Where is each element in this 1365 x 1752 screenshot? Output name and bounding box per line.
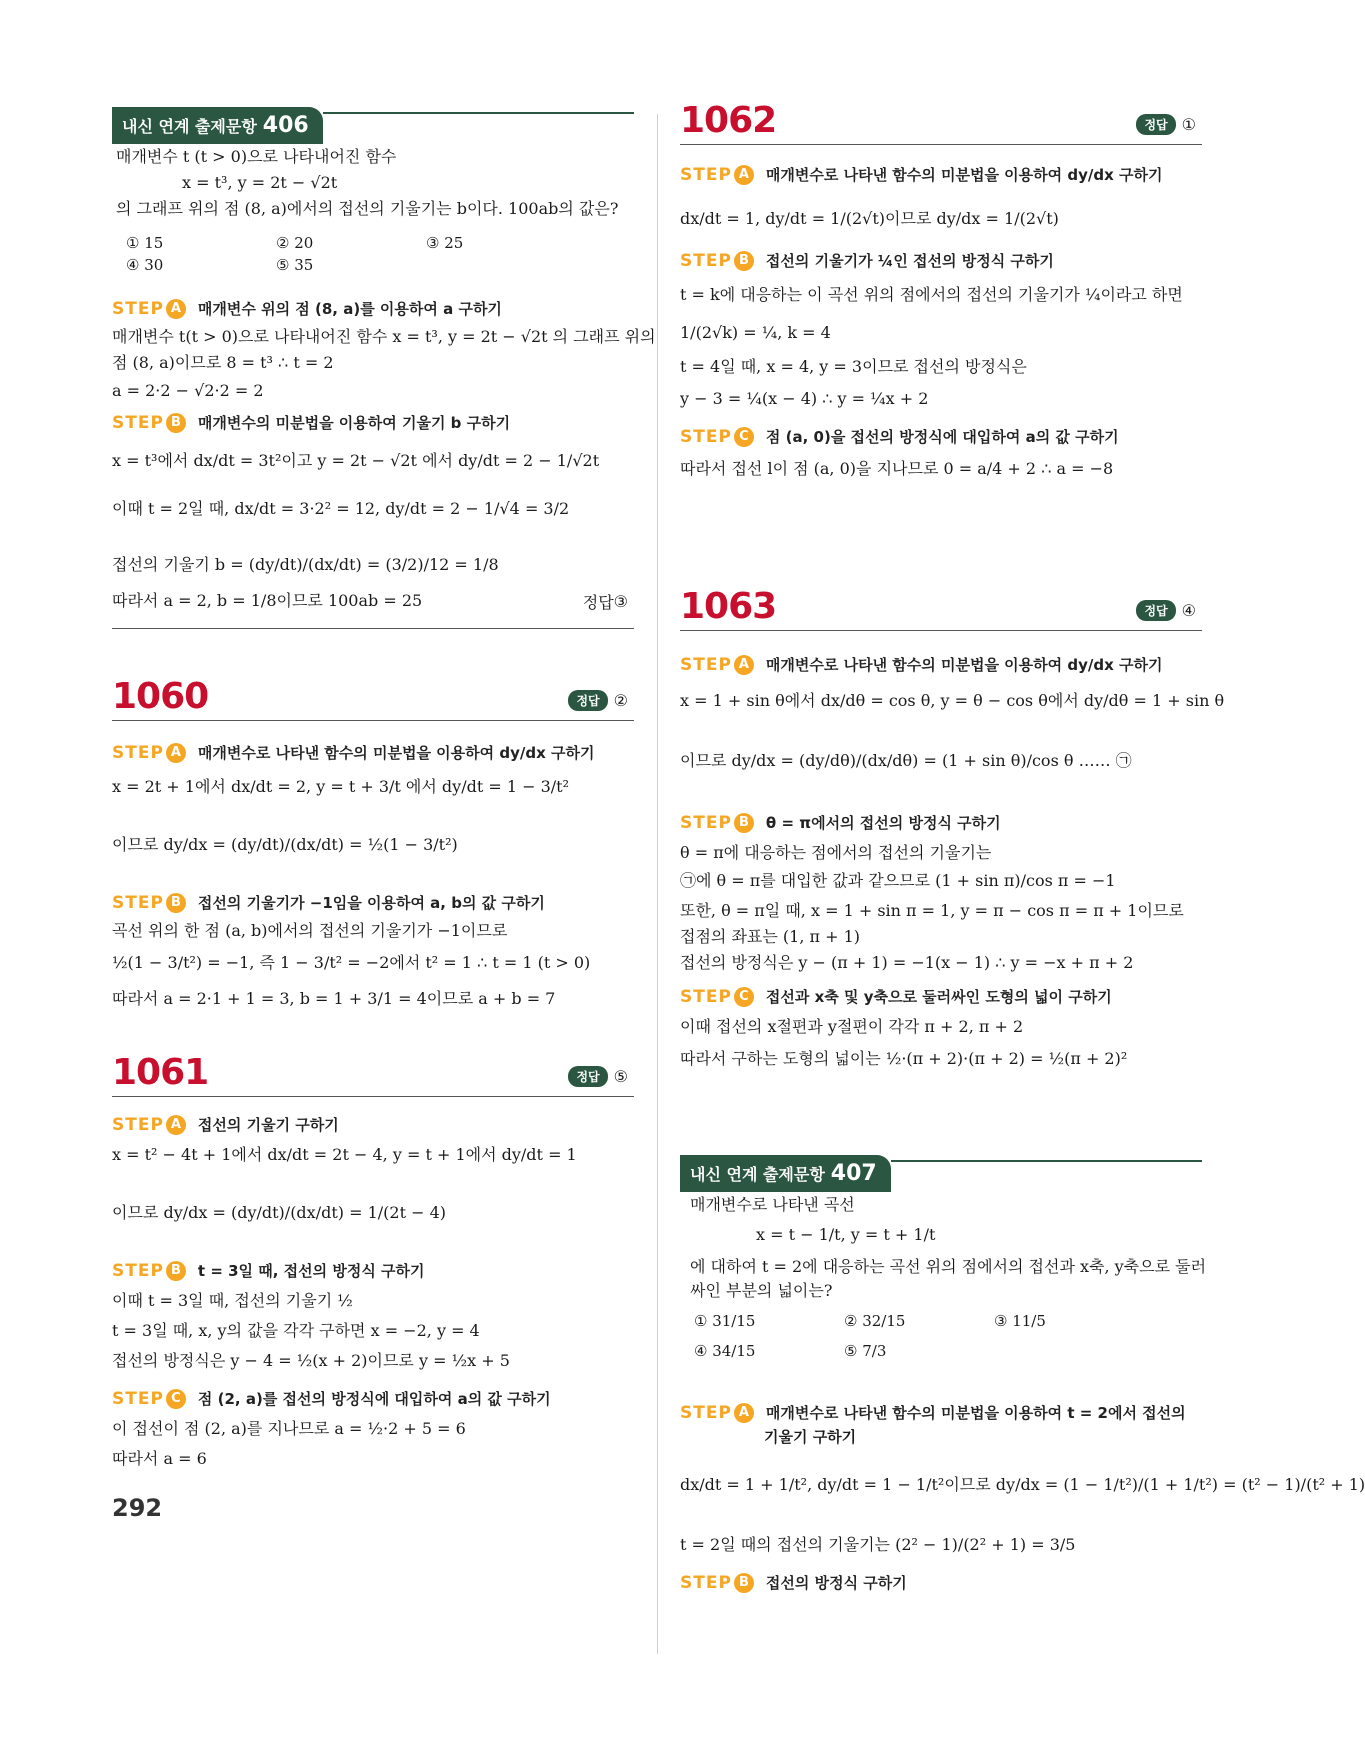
solution-line: 곡선 위의 한 점 (a, b)에서의 접선의 기울기가 −1이므로 <box>112 921 508 940</box>
solution-line: 따라서 a = 2, b = 1/8이므로 100ab = 25 <box>112 591 423 610</box>
solution-line: 이때 t = 3일 때, 접선의 기울기 ½ <box>112 1291 353 1310</box>
step-badge: A <box>734 655 754 675</box>
step-c-heading <box>680 426 1119 447</box>
solution-line: y − 3 = ¼(x − 4) ∴ y = ¼x + 2 <box>680 389 929 408</box>
step-b-heading <box>112 892 545 913</box>
step-badge: B <box>734 813 754 833</box>
solution-line: t = 4일 때, x = 4, y = 3이므로 접선의 방정식은 <box>680 357 1027 376</box>
solution-line: 따라서 구하는 도형의 넓이는 ½·(π + 2)·(π + 2) = ½(π + 2)² <box>680 1049 1128 1068</box>
step-badge: A <box>734 165 754 185</box>
problem-line: 에 대하여 t = 2에 대응하는 곡선 위의 점에서의 접선과 x축, y축으로 둘러 <box>690 1257 1207 1276</box>
solution-line: a = 2·2 − √2·2 = 2 <box>112 381 264 400</box>
step-word: STEP <box>112 1388 164 1409</box>
solution-line: 점 (8, a)이므로 8 = t³ ∴ t = 2 <box>112 353 334 372</box>
choice-2[interactable]: ② 20 <box>276 234 314 252</box>
problem-title-row <box>680 100 1202 150</box>
step-c-heading <box>680 986 1112 1007</box>
step-badge: B <box>166 893 186 913</box>
problem-title-row <box>112 676 634 726</box>
step-word: STEP <box>680 426 732 447</box>
step-word: STEP <box>680 250 732 271</box>
problem-number: 1063 <box>680 586 777 627</box>
step-a-heading <box>112 298 502 319</box>
step-word: STEP <box>112 298 164 319</box>
problem-title-row <box>112 1052 634 1102</box>
problem-line: 매개변수 t (t > 0)으로 나타내어진 함수 <box>116 147 397 166</box>
solution-line: ㉠에 θ = π를 대입한 값과 같으므로 (1 + sin π)/cos π = −1 <box>680 871 1116 890</box>
solution-line: x = t³에서 dx/dt = 3t²이고 y = 2t − √2t 에서 dy/dt = 2 − 1/√2t <box>112 451 600 470</box>
step-badge: C <box>166 1389 186 1409</box>
answer-symbol: ③ <box>613 592 628 611</box>
step-title: θ = π에서의 접선의 방정식 구하기 <box>765 814 1001 832</box>
step-title: 접선의 방정식 구하기 <box>765 1574 907 1592</box>
solution-line: 따라서 a = 2·1 + 1 = 3, b = 1 + 3/1 = 4이므로 a + b = 7 <box>112 989 556 1008</box>
choice-5[interactable]: ⑤ 35 <box>276 256 314 274</box>
step-b-heading <box>680 250 1054 271</box>
page-number: 292 <box>112 1494 163 1522</box>
solution-line: 이때 접선의 x절편과 y절편이 각각 π + 2, π + 2 <box>680 1017 1024 1036</box>
step-badge: B <box>734 251 754 271</box>
step-word: STEP <box>112 1260 164 1281</box>
step-a-heading <box>680 164 1162 185</box>
solution-line: t = 2일 때의 접선의 기울기는 (2² − 1)/(2² + 1) = 3/5 <box>680 1535 1076 1554</box>
solution-line: x = 1 + sin θ에서 dx/dθ = cos θ, y = θ − cos θ에서 dy/dθ = 1 + sin θ <box>680 691 1225 710</box>
solution-line: t = k에 대응하는 이 곡선 위의 점에서의 접선의 기울기가 ¼이라고 하면 <box>680 285 1183 304</box>
solution-line: 이 접선이 점 (2, a)를 지나므로 a = ½·2 + 5 = 6 <box>112 1419 466 1438</box>
title-rule <box>680 630 1202 631</box>
title-rule <box>680 144 1202 145</box>
step-a-heading <box>680 654 1162 675</box>
problem-number: 1060 <box>112 676 209 717</box>
step-badge: A <box>166 299 186 319</box>
title-rule <box>112 1096 634 1097</box>
solution-line: 접점의 좌표는 (1, π + 1) <box>680 927 861 946</box>
step-word: STEP <box>112 742 164 763</box>
problem-line: 싸인 부분의 넓이는? <box>690 1281 833 1300</box>
step-title-continued: 기울기 구하기 <box>764 1428 857 1446</box>
solution-line: dx/dt = 1 + 1/t², dy/dt = 1 − 1/t²이므로 dy/dx = (1 − 1/t²)/(1 + 1/t²) = (t² − 1)/(t² + 1) <box>680 1475 1365 1494</box>
choice-5[interactable]: ⑤ 7/3 <box>844 1342 887 1360</box>
step-title: 접선의 기울기 구하기 <box>197 1116 339 1134</box>
step-badge: C <box>734 427 754 447</box>
solution-line: 이때 t = 2일 때, dx/dt = 3·2² = 12, dy/dt = 2 − 1/√4 = 3/2 <box>112 499 570 518</box>
problem-equation: x = t − 1/t, y = t + 1/t <box>756 1225 936 1244</box>
answer-marker <box>583 590 628 613</box>
choices <box>694 1312 1144 1360</box>
choice-4[interactable]: ④ 30 <box>126 256 164 274</box>
step-b-heading <box>112 1260 425 1281</box>
choice-2[interactable]: ② 32/15 <box>844 1312 906 1330</box>
solution-line: 이므로 dy/dx = (dy/dt)/(dx/dt) = 1/(2t − 4) <box>112 1203 447 1222</box>
problem-number: 1062 <box>680 100 777 141</box>
problem-line: 의 그래프 위의 점 (8, a)에서의 접선의 기울기는 b이다. 100ab의 값은? <box>116 199 619 218</box>
answer-label: 정답 <box>1136 600 1175 621</box>
naesin-label: 내신 연계 출제문항 <box>690 1164 825 1184</box>
step-badge: A <box>166 743 186 763</box>
naesin-407-header <box>680 1156 1202 1190</box>
answer-marker <box>568 1066 628 1087</box>
choice-4[interactable]: ④ 34/15 <box>694 1342 756 1360</box>
step-a-heading <box>680 1402 1186 1423</box>
step-word: STEP <box>680 164 732 185</box>
solution-line: 접선의 방정식은 y − 4 = ½(x + 2)이므로 y = ½x + 5 <box>112 1351 510 1370</box>
answer-symbol: ④ <box>1181 601 1196 620</box>
step-badge: B <box>166 1261 186 1281</box>
step-badge: B <box>734 1573 754 1593</box>
solution-line: t = 3일 때, x, y의 값을 각각 구하면 x = −2, y = 4 <box>112 1321 480 1340</box>
step-title: 점 (2, a)를 접선의 방정식에 대입하여 a의 값 구하기 <box>197 1390 551 1408</box>
step-title: 접선의 기울기가 ¼인 접선의 방정식 구하기 <box>765 252 1054 270</box>
answer-marker <box>1136 600 1196 621</box>
answer-label: 정답 <box>582 593 614 612</box>
naesin-number: 407 <box>830 1160 877 1186</box>
solution-line: x = 2t + 1에서 dx/dt = 2, y = t + 3/t 에서 dy/dt = 1 − 3/t² <box>112 777 570 796</box>
answer-marker <box>568 690 628 711</box>
solution-line: 1/(2√k) = ¼, k = 4 <box>680 323 831 342</box>
choice-3[interactable]: ③ 11/5 <box>994 1312 1046 1330</box>
naesin-rule <box>323 112 634 114</box>
naesin-406-block <box>112 108 656 612</box>
problem-equation: x = t³, y = 2t − √2t <box>182 173 338 192</box>
step-c-heading <box>112 1388 551 1409</box>
naesin-number: 406 <box>262 112 309 138</box>
answer-symbol: ⑤ <box>613 1067 628 1086</box>
answer-symbol: ② <box>613 691 628 710</box>
step-title: 매개변수로 나타낸 함수의 미분법을 이용하여 dy/dx 구하기 <box>197 744 595 762</box>
step-word: STEP <box>680 986 732 1007</box>
step-a-heading <box>112 742 594 763</box>
step-badge: A <box>734 1403 754 1423</box>
answer-symbol: ① <box>1181 115 1196 134</box>
solution-line: dx/dt = 1, dy/dt = 1/(2√t)이므로 dy/dx = 1/(2√t) <box>680 209 1059 228</box>
solution-line: 매개변수 t(t > 0)으로 나타내어진 함수 x = t³, y = 2t − √2t 의 그래프 위의 <box>112 327 656 346</box>
solution-line: θ = π에 대응하는 점에서의 접선의 기울기는 <box>680 843 992 862</box>
step-b-heading <box>680 812 1001 833</box>
problem-number: 1061 <box>112 1052 209 1093</box>
step-b-heading <box>112 412 510 433</box>
step-title: 점 (a, 0)을 접선의 방정식에 대입하여 a의 값 구하기 <box>765 428 1119 446</box>
solution-line: 이므로 dy/dx = (dy/dθ)/(dx/dθ) = (1 + sin θ)/cos θ …… ㉠ <box>680 751 1132 770</box>
step-title: 매개변수로 나타낸 함수의 미분법을 이용하여 dy/dx 구하기 <box>765 166 1163 184</box>
step-a-heading <box>112 1114 339 1135</box>
naesin-rule <box>891 1160 1202 1162</box>
problem-line: 매개변수로 나타낸 곡선 <box>690 1195 855 1214</box>
step-title: 매개변수로 나타낸 함수의 미분법을 이용하여 dy/dx 구하기 <box>765 656 1163 674</box>
step-word: STEP <box>680 654 732 675</box>
answer-label: 정답 <box>568 690 607 711</box>
solution-line: 접선의 기울기 b = (dy/dt)/(dx/dt) = (3/2)/12 = 1/8 <box>112 555 499 574</box>
step-badge: B <box>166 413 186 433</box>
solution-line: 이므로 dy/dx = (dy/dt)/(dx/dt) = ½(1 − 3/t²) <box>112 835 458 854</box>
step-word: STEP <box>112 892 164 913</box>
title-rule <box>112 720 634 721</box>
choices <box>126 234 576 274</box>
choice-1[interactable]: ① 15 <box>126 234 164 252</box>
solution-line: 따라서 접선 l이 점 (a, 0)을 지나므로 0 = a/4 + 2 ∴ a = −8 <box>680 459 1114 478</box>
problem-title-row <box>680 586 1202 636</box>
choice-1[interactable]: ① 31/15 <box>694 1312 756 1330</box>
section-rule <box>112 628 634 629</box>
step-title: 매개변수의 미분법을 이용하여 기울기 b 구하기 <box>197 414 511 432</box>
step-title: t = 3일 때, 접선의 방정식 구하기 <box>197 1262 425 1280</box>
solution-line: 또한, θ = π일 때, x = 1 + sin π = 1, y = π − cos π = π + 1이므로 <box>680 901 1184 920</box>
step-word: STEP <box>680 1572 732 1593</box>
naesin-label: 내신 연계 출제문항 <box>122 116 257 136</box>
step-word: STEP <box>112 1114 164 1135</box>
step-word: STEP <box>680 1402 732 1423</box>
naesin-407-tag <box>680 1155 891 1192</box>
solution-line: x = t² − 4t + 1에서 dx/dt = 2t − 4, y = t + 1에서 dy/dt = 1 <box>112 1145 577 1164</box>
step-b-heading <box>680 1572 907 1593</box>
choice-3[interactable]: ③ 25 <box>426 234 464 252</box>
step-title: 매개변수 위의 점 (8, a)를 이용하여 a 구하기 <box>197 300 502 318</box>
naesin-407-block <box>680 1156 1365 1593</box>
solution-line: ½(1 − 3/t²) = −1, 즉 1 − 3/t² = −2에서 t² = 1 ∴ t = 1 (t > 0) <box>112 953 591 972</box>
step-title: 접선과 x축 및 y축으로 둘러싸인 도형의 넓이 구하기 <box>765 988 1112 1006</box>
solution-line: 접선의 방정식은 y − (π + 1) = −1(x − 1) ∴ y = −x + π + 2 <box>680 953 1134 972</box>
answer-label: 정답 <box>568 1066 607 1087</box>
answer-marker <box>1136 114 1196 135</box>
step-title: 매개변수로 나타낸 함수의 미분법을 이용하여 t = 2에서 접선의 <box>765 1404 1186 1422</box>
solution-line: 따라서 a = 6 <box>112 1449 207 1468</box>
answer-label: 정답 <box>1136 114 1175 135</box>
step-word: STEP <box>680 812 732 833</box>
naesin-406-header <box>112 108 634 142</box>
naesin-406-tag <box>112 107 323 144</box>
step-badge: A <box>166 1115 186 1135</box>
column-divider <box>657 114 658 1654</box>
step-title: 접선의 기울기가 −1임을 이용하여 a, b의 값 구하기 <box>197 894 545 912</box>
step-badge: C <box>734 987 754 1007</box>
step-word: STEP <box>112 412 164 433</box>
